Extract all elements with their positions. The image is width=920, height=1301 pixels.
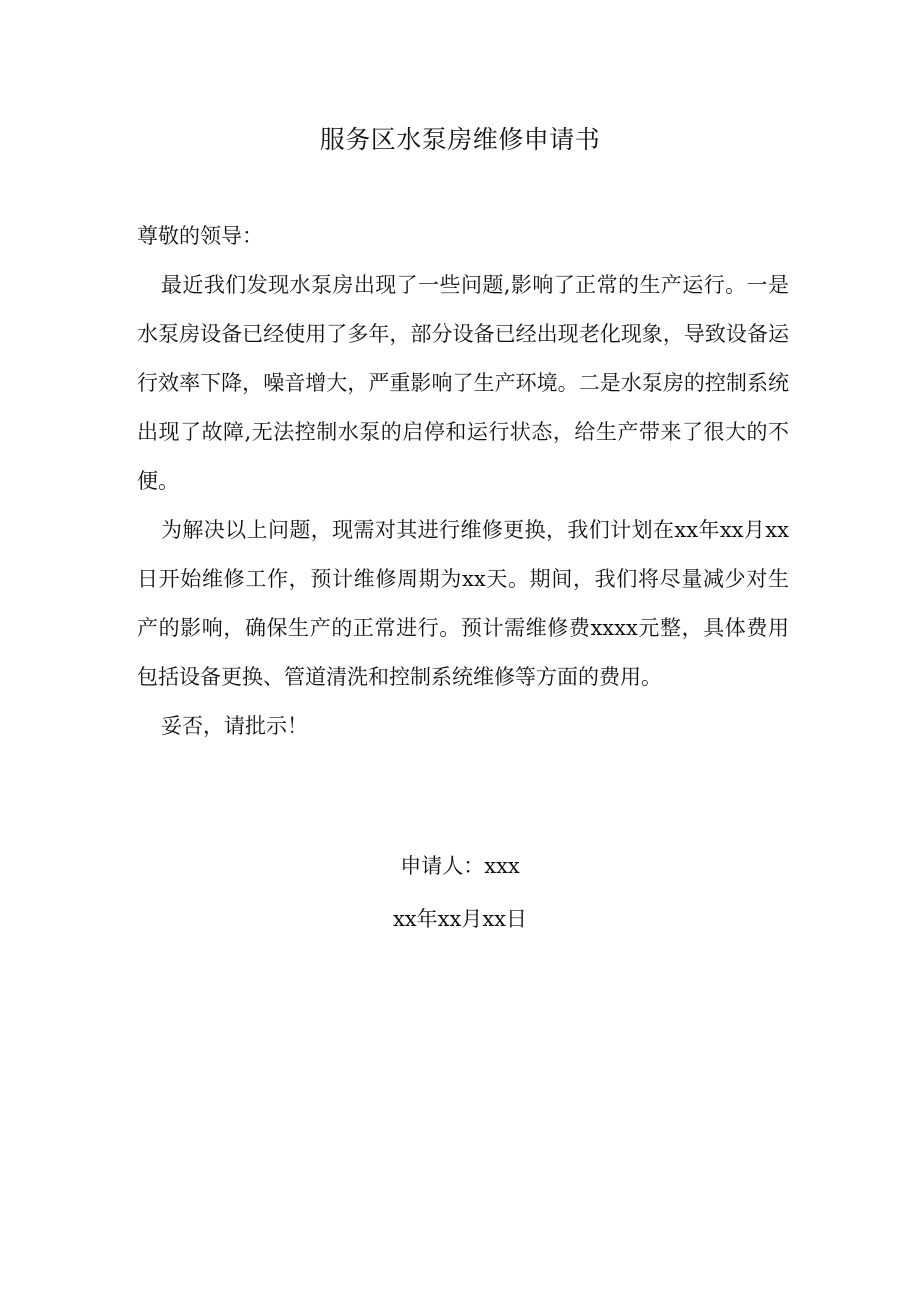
salutation: 尊敬的领导：	[137, 224, 263, 248]
document-title: 服务区水泵房维修申请书	[319, 125, 601, 154]
signature-date: xx年xx月xx日	[392, 907, 528, 931]
applicant-signature: 申请人：xxx	[400, 854, 520, 878]
paragraph-request: 妥否，请批示！	[161, 714, 308, 738]
document-body	[137, 212, 789, 751]
paragraph-plan: 为解决以上问题，现需对其进行维修更换，我们计划在xx年xx月xx日开始维修工作，预计维修周期为xx天。期间，我们将尽量减少对生产的影响，确保生产的正常进行。预计需维修费xxxx元整，具体费用包括设备更换、管道清洗和控制系统维修等方面的费用。	[137, 518, 789, 689]
paragraph-problems: 最近我们发现水泵房出现了一些问题,影响了正常的生产运行。一是水泵房设备已经使用了多年，部分设备已经出现老化现象，导致设备运行效率下降，噪音增大，严重影响了生产环境。二是水泵房的控制系统出现了故障,无法控制水泵的启停和运行状态，给生产带来了很大的不便。	[137, 273, 789, 493]
